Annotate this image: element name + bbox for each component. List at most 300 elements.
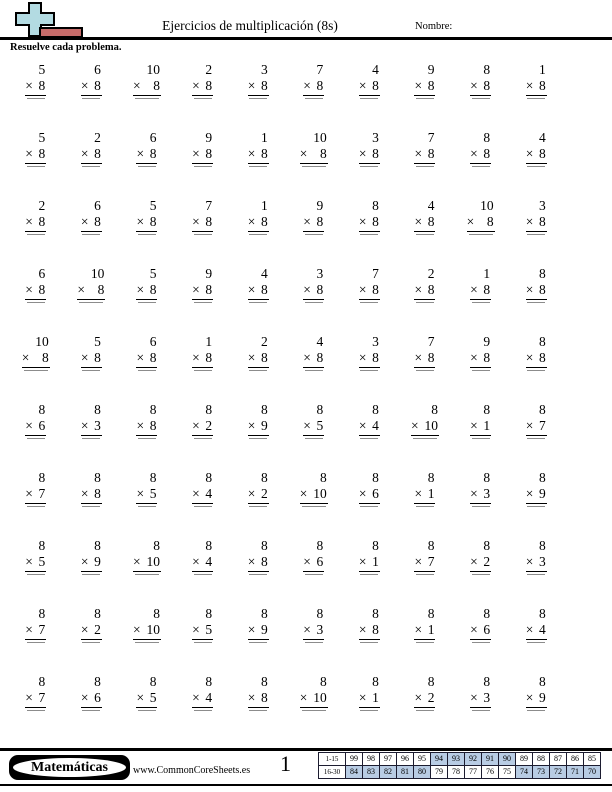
multiplier-line	[526, 486, 547, 504]
multiplier: 8	[483, 350, 491, 365]
score-cell: 92	[465, 753, 482, 766]
multiplier-line	[133, 78, 161, 96]
score-cell: 79	[431, 766, 448, 779]
times-icon: ×	[80, 350, 89, 365]
problem	[526, 674, 547, 742]
multiplicand: 6	[38, 266, 46, 281]
answer-blank	[27, 438, 45, 439]
multiplicand: 8	[483, 538, 491, 553]
multiplier: 4	[538, 622, 546, 637]
multiplier: 8	[38, 78, 46, 93]
answer-blank	[527, 302, 545, 303]
problem	[192, 674, 213, 742]
multiplier-line	[526, 622, 547, 640]
answer-blank	[249, 166, 267, 167]
multiplicand: 8	[483, 130, 491, 145]
problem	[133, 62, 161, 130]
multiplier: 8	[38, 146, 46, 161]
multiplicand: 2	[427, 266, 435, 281]
multiplier: 5	[149, 486, 157, 501]
problem	[192, 538, 213, 606]
score-cell: 73	[533, 766, 550, 779]
multiplier: 8	[260, 146, 268, 161]
times-icon: ×	[192, 690, 200, 705]
times-icon: ×	[470, 282, 478, 297]
multiplier: 8	[97, 282, 105, 297]
multiplicand: 10	[90, 266, 105, 281]
multiplier: 1	[427, 622, 435, 637]
answer-blank	[416, 166, 434, 167]
times-icon: ×	[466, 214, 475, 229]
multiplicand: 4	[427, 198, 435, 213]
times-icon: ×	[80, 418, 89, 433]
multiplicand: 8	[427, 674, 435, 689]
problem	[77, 266, 105, 334]
problem	[414, 62, 435, 130]
score-row	[319, 753, 601, 766]
multiplier-line	[248, 214, 269, 232]
multiplier: 8	[372, 146, 379, 161]
answer-blank	[302, 166, 326, 167]
multiplier-line	[192, 78, 213, 96]
answer-blank	[360, 370, 378, 371]
score-table	[318, 752, 601, 779]
times-icon: ×	[25, 486, 33, 501]
multiplicand: 2	[38, 198, 46, 213]
answer-blank	[360, 438, 378, 439]
problem	[81, 198, 102, 266]
multiplier: 8	[94, 146, 101, 161]
multiplier-line	[411, 418, 439, 436]
answer-blank	[416, 98, 434, 99]
multiplier: 5	[316, 418, 324, 433]
answer-blank	[194, 166, 212, 167]
score-cell: 87	[550, 753, 567, 766]
answer-blank	[27, 234, 45, 235]
multiplier: 8	[205, 78, 213, 93]
multiplier: 8	[205, 214, 213, 229]
multiplicand: 3	[316, 266, 324, 281]
problem	[192, 334, 213, 402]
times-icon: ×	[132, 622, 141, 637]
multiplier: 7	[38, 690, 46, 705]
multiplier-line	[303, 418, 324, 436]
multiplier-line	[136, 690, 157, 708]
multiplier: 5	[149, 690, 157, 705]
multiplicand: 1	[260, 130, 268, 145]
multiplier-line	[248, 690, 269, 708]
problem	[136, 674, 157, 742]
multiplier-line	[25, 78, 46, 96]
multiplier-line	[359, 622, 380, 640]
multiplicand: 8	[38, 538, 46, 553]
problem	[303, 538, 324, 606]
answer-blank	[416, 710, 434, 711]
times-icon: ×	[192, 486, 200, 501]
multiplier: 8	[486, 214, 494, 229]
multiplicand: 8	[205, 606, 213, 621]
multiplicand: 8	[316, 606, 324, 621]
problem	[248, 266, 269, 334]
times-icon: ×	[414, 554, 423, 569]
answer-blank	[472, 370, 490, 371]
answer-blank	[305, 98, 323, 99]
multiplicand: 8	[149, 674, 157, 689]
times-icon: ×	[303, 418, 311, 433]
times-icon: ×	[136, 146, 145, 161]
answer-blank	[27, 710, 45, 711]
answer-blank	[472, 302, 490, 303]
multiplicand: 8	[372, 198, 379, 213]
multiplier-line	[300, 690, 328, 708]
times-icon: ×	[414, 690, 423, 705]
multiplier: 8	[94, 78, 101, 93]
multiplicand: 8	[483, 606, 491, 621]
times-icon: ×	[414, 486, 423, 501]
times-icon: ×	[132, 554, 141, 569]
score-cell: 91	[482, 753, 499, 766]
multiplicand: 8	[94, 470, 101, 485]
footer-rule-top	[0, 748, 612, 751]
answer-blank	[305, 574, 323, 575]
answer-blank	[249, 710, 267, 711]
multiplier-line	[414, 554, 435, 572]
score-cell: 90	[499, 753, 516, 766]
answer-blank	[249, 98, 267, 99]
problem	[25, 606, 46, 674]
multiplier: 6	[94, 690, 101, 705]
times-icon: ×	[525, 486, 534, 501]
multiplier-line	[77, 282, 105, 300]
answer-blank	[249, 234, 267, 235]
problem	[526, 198, 547, 266]
problem	[303, 266, 324, 334]
times-icon: ×	[414, 214, 423, 229]
times-icon: ×	[358, 78, 367, 93]
problem	[359, 130, 380, 198]
times-icon: ×	[414, 78, 423, 93]
multiplier-line	[359, 214, 380, 232]
times-icon: ×	[414, 622, 423, 637]
multiplier-line	[81, 554, 102, 572]
multiplicand: 8	[320, 674, 327, 689]
multiplicand: 8	[260, 470, 268, 485]
answer-blank	[360, 98, 378, 99]
answer-blank	[305, 302, 323, 303]
problem	[359, 334, 380, 402]
multiplicand: 8	[260, 606, 268, 621]
problem	[414, 334, 435, 402]
multiplier: 9	[260, 622, 268, 637]
problem	[359, 266, 380, 334]
multiplicand: 3	[372, 130, 379, 145]
multiplier: 4	[372, 418, 379, 433]
multiplicand: 7	[427, 334, 435, 349]
multiplier-line	[414, 350, 435, 368]
website-text: www.CommonCoreSheets.es	[133, 765, 251, 776]
multiplicand: 10	[35, 334, 49, 349]
multiplier: 8	[538, 350, 546, 365]
times-icon: ×	[303, 214, 311, 229]
multiplicand: 8	[483, 402, 491, 417]
multiplicand: 5	[38, 130, 46, 145]
score-cell: 93	[448, 753, 465, 766]
multiplicand: 8	[94, 674, 101, 689]
multiplicand: 8	[427, 606, 435, 621]
multiplier-line	[192, 554, 213, 572]
multiplier: 4	[205, 486, 213, 501]
multiplier-line	[300, 146, 328, 164]
times-icon: ×	[299, 486, 308, 501]
times-icon: ×	[136, 486, 145, 501]
problem	[470, 674, 491, 742]
multiplier: 8	[94, 486, 101, 501]
multiplier-line	[136, 486, 157, 504]
instructions: Resuelve cada problema.	[10, 42, 122, 53]
multiplier: 10	[313, 486, 327, 501]
answer-blank	[249, 438, 267, 439]
times-icon: ×	[80, 214, 89, 229]
problem	[81, 606, 102, 674]
multiplier: 10	[424, 418, 438, 433]
answer-blank	[472, 710, 490, 711]
answer-blank	[527, 506, 545, 507]
multiplicand: 5	[149, 266, 157, 281]
problem	[359, 402, 380, 470]
answer-blank	[527, 166, 545, 167]
multiplier-line	[470, 146, 491, 164]
multiplier-line	[192, 282, 213, 300]
answer-blank	[527, 98, 545, 99]
times-icon: ×	[247, 146, 256, 161]
multiplier: 2	[94, 622, 101, 637]
multiplier: 8	[38, 214, 46, 229]
answer-blank	[27, 506, 45, 507]
multiplier-line	[81, 146, 102, 164]
multiplicand: 8	[260, 538, 268, 553]
problem	[81, 402, 102, 470]
multiplier-line	[414, 146, 435, 164]
times-icon: ×	[358, 554, 367, 569]
multiplicand: 1	[538, 62, 546, 77]
multiplier-line	[81, 78, 102, 96]
multiplier-line	[81, 690, 102, 708]
times-icon: ×	[299, 690, 308, 705]
multiplier: 8	[316, 350, 324, 365]
multiplicand: 6	[149, 334, 157, 349]
times-icon: ×	[358, 486, 367, 501]
multiplier: 8	[260, 690, 268, 705]
multiplier: 4	[205, 690, 213, 705]
multiplier-line	[192, 214, 213, 232]
problem	[414, 674, 435, 742]
multiplicand: 8	[538, 538, 546, 553]
times-icon: ×	[80, 146, 89, 161]
multiplier: 9	[538, 690, 546, 705]
answer-blank	[79, 302, 103, 303]
problem	[25, 402, 46, 470]
multiplier-line	[136, 350, 157, 368]
multiplicand: 10	[313, 130, 327, 145]
score-cell: 96	[397, 753, 414, 766]
multiplicand: 7	[316, 62, 324, 77]
multiplier: 8	[538, 282, 546, 297]
multiplier-line	[248, 486, 269, 504]
name-label: Nombre:	[415, 21, 453, 32]
score-cell: 97	[380, 753, 397, 766]
problem	[470, 266, 491, 334]
multiplier-line	[526, 282, 547, 300]
multiplier: 9	[538, 486, 546, 501]
problem	[81, 62, 102, 130]
times-icon: ×	[414, 282, 423, 297]
multiplier-line	[25, 690, 46, 708]
answer-blank	[194, 710, 212, 711]
multiplier: 1	[372, 690, 379, 705]
answer-blank	[416, 234, 434, 235]
problem	[192, 266, 213, 334]
multiplier-line	[470, 282, 491, 300]
multiplicand: 10	[480, 198, 494, 213]
multiplier-line	[526, 418, 547, 436]
problem	[248, 198, 269, 266]
multiplier-line	[414, 622, 435, 640]
multiplier-line	[303, 282, 324, 300]
multiplicand: 8	[153, 538, 160, 553]
multiplicand: 8	[38, 470, 46, 485]
problem	[248, 62, 269, 130]
multiplier: 8	[427, 350, 435, 365]
multiplier-line	[248, 78, 269, 96]
problem	[25, 470, 46, 538]
problem	[411, 402, 439, 470]
answer-blank	[360, 642, 378, 643]
times-icon: ×	[136, 350, 145, 365]
answer-blank	[527, 574, 545, 575]
multiplier-line	[526, 554, 547, 572]
multiplier-line	[359, 486, 380, 504]
multiplicand: 8	[427, 538, 435, 553]
times-icon: ×	[25, 622, 33, 637]
times-icon: ×	[470, 78, 478, 93]
multiplicand: 8	[38, 606, 46, 621]
score-cell: 80	[414, 766, 431, 779]
multiplier: 8	[260, 282, 268, 297]
times-icon: ×	[358, 418, 367, 433]
problem	[248, 674, 269, 742]
multiplier-line	[359, 78, 380, 96]
problem	[359, 62, 380, 130]
times-icon: ×	[470, 486, 478, 501]
multiplier: 2	[205, 418, 213, 433]
multiplier-line	[470, 78, 491, 96]
multiplier: 8	[149, 146, 157, 161]
footer	[0, 748, 612, 792]
multiplier-line	[81, 486, 102, 504]
answer-blank	[360, 234, 378, 235]
problem	[248, 334, 269, 402]
times-icon: ×	[136, 282, 145, 297]
score-row	[319, 766, 601, 779]
problem	[136, 334, 157, 402]
multiplier-line	[192, 622, 213, 640]
multiplicand: 1	[260, 198, 268, 213]
multiplier: 6	[316, 554, 324, 569]
multiplicand: 10	[146, 62, 160, 77]
multiplier-line	[192, 350, 213, 368]
problem	[25, 266, 46, 334]
multiplier: 8	[320, 146, 327, 161]
multiplier-line	[192, 146, 213, 164]
multiplier-line	[414, 214, 435, 232]
times-icon: ×	[192, 282, 200, 297]
page-title: Ejercicios de multiplicación (8s)	[162, 18, 338, 33]
times-icon: ×	[470, 350, 478, 365]
answer-blank	[305, 438, 323, 439]
times-icon: ×	[192, 554, 200, 569]
multiplicand: 8	[205, 470, 213, 485]
times-icon: ×	[136, 418, 145, 433]
problem	[526, 606, 547, 674]
times-icon: ×	[358, 690, 367, 705]
problem	[359, 538, 380, 606]
multiplier: 3	[316, 622, 324, 637]
times-icon: ×	[525, 690, 534, 705]
multiplier: 8	[372, 622, 379, 637]
problem	[133, 538, 161, 606]
multiplier-line	[303, 78, 324, 96]
score-cell: 95	[414, 753, 431, 766]
answer-blank	[472, 642, 490, 643]
problem	[414, 470, 435, 538]
answer-blank	[249, 642, 267, 643]
multiplier-line	[25, 146, 46, 164]
multiplier-line	[136, 214, 157, 232]
score-cell: 71	[567, 766, 584, 779]
times-icon: ×	[358, 282, 367, 297]
times-icon: ×	[136, 690, 145, 705]
answer-blank	[416, 574, 434, 575]
answer-blank	[194, 642, 212, 643]
problem	[359, 198, 380, 266]
problem	[248, 130, 269, 198]
multiplier: 5	[205, 622, 213, 637]
answer-blank	[194, 574, 212, 575]
multiplicand: 6	[149, 130, 157, 145]
multiplier: 3	[483, 690, 491, 705]
multiplier: 8	[316, 78, 324, 93]
answer-blank	[82, 98, 100, 99]
multiplier: 8	[483, 146, 491, 161]
problem	[303, 198, 324, 266]
answer-blank	[82, 574, 100, 575]
multiplier: 1	[372, 554, 379, 569]
footer-rule-bottom	[0, 784, 612, 786]
problem	[136, 402, 157, 470]
multiplier-line	[133, 622, 161, 640]
multiplier: 7	[538, 418, 546, 433]
multiplier-line	[25, 554, 46, 572]
multiplicand: 8	[38, 674, 46, 689]
answer-blank	[416, 370, 434, 371]
problem	[192, 606, 213, 674]
answer-blank	[302, 710, 326, 711]
problem	[192, 62, 213, 130]
multiplier-line	[248, 622, 269, 640]
times-icon: ×	[247, 282, 256, 297]
multiplicand: 4	[372, 62, 379, 77]
problem	[25, 538, 46, 606]
